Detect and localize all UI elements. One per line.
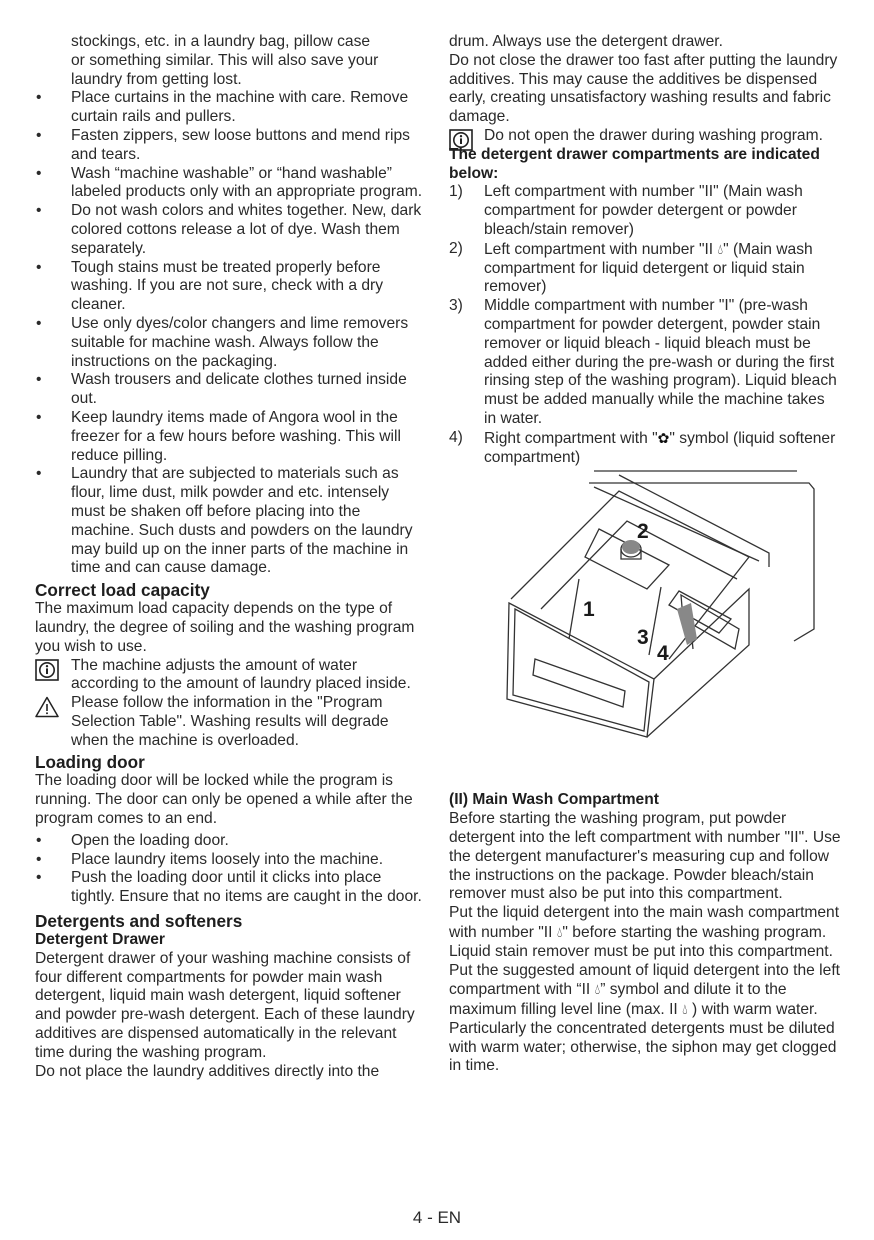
load-text: The maximum load capacity depends on the type of laundry, the degree of soiling and the washing program you wish to use. <box>35 600 415 655</box>
warning-icon <box>35 696 59 718</box>
compartments-heading: The detergent drawer compartments are indicated below: <box>449 145 820 182</box>
list-item: • Place curtains in the machine with care. Remove curtain rails and pullers. <box>35 89 427 127</box>
main-wash-heading: (II) Main Wash Compartment <box>449 791 659 809</box>
info-note: The machine adjusts the amount of water according to the amount of laundry placed inside. <box>35 657 427 695</box>
right-column <box>449 33 841 1076</box>
list-item: • Push the loading door until it clicks into place tightly. Ensure that no items are caught in the door. <box>35 869 427 907</box>
liquid-drop-icon: 💧︎ <box>717 240 724 257</box>
figure-label-2: 2 <box>637 520 649 544</box>
list-item: • Fasten zippers, sew loose buttons and mend rips and tears. <box>35 127 427 165</box>
list-item: 4) Right compartment with "✿" symbol (liquid softener compartment) <box>449 428 836 466</box>
warning-note: Please follow the information in the "Program Selection Table". Washing results will degrade when the machine is overloaded. <box>35 694 427 750</box>
liquid-drop-icon: 💧︎ <box>594 981 601 998</box>
detergent-warning-text: Do not place the laundry additives directly into the <box>35 1062 380 1080</box>
list-item: 1) Left compartment with number "II" (Main wash compartment for powder detergent or powder bleach/stain remover) <box>449 183 803 238</box>
info-icon <box>449 129 473 151</box>
liquid-detergent-text: Put the liquid detergent into the main wash compartment with number "II 💧︎" before starting the washing program. Liquid stain remover must be put into this compartment. <box>449 904 840 960</box>
list-item: • Laundry that are subjected to materials such as flour, lime dust, milk powder and etc. intensely must be shaken off before placing into the machine. Such dusts and powders on the laundry may build up on the inner parts of the machine in time and can cause damage. <box>35 465 427 578</box>
continued-text: drum. Always use the detergent drawer. <box>449 33 723 50</box>
main-wash-text: Before starting the washing program, put powder detergent into the left compartment with number "II". Use the detergent manufacturer's measuring cup and follow the instructions on the package. Powder bleach/stain remover must also be put into this compartment. <box>449 810 841 903</box>
detergent-drawer-illustration <box>449 469 841 787</box>
list-item: • Wash “machine washable” or “hand washable” labeled products only with an appropriate program. <box>35 165 427 203</box>
list-item: 2) Left compartment with number "II 💧︎" (Main wash compartment for liquid detergent or liquid stain remover) <box>449 239 813 296</box>
intro-text: stockings, etc. in a laundry bag, pillow case or something similar. This will also save your laundry from getting lost. <box>71 33 379 88</box>
door-text: The loading door will be locked while the program is running. The door can only be opened a while after the program comes to an end. <box>35 772 413 828</box>
liquid-drop-icon: 💧︎ <box>682 1001 688 1018</box>
page-number: 4 - EN <box>412 1208 462 1227</box>
door-steps-list <box>35 832 427 907</box>
section-heading-load: Correct load capacity <box>35 580 210 601</box>
laundry-tips-list <box>35 89 427 578</box>
section-heading-detergents: Detergents and softeners <box>35 911 243 932</box>
softener-flower-icon: ✿ <box>657 429 670 446</box>
section-heading-door: Loading door <box>35 752 145 773</box>
list-item: • Tough stains must be treated properly before washing. If you are not sure, check with a dry cleaner. <box>35 259 427 315</box>
suggested-amount-text: Put the suggested amount of liquid detergent into the left compartment with “II 💧︎” symbol and dilute it to the maximum filling level line (max. II 💧︎ ) with warm water. <box>449 961 840 1019</box>
compartments-list <box>449 183 841 467</box>
list-item: • Place laundry items loosely into the machine. <box>35 851 427 870</box>
figure-label-3: 3 <box>637 626 649 650</box>
close-drawer-text: Do not close the drawer too fast after putting the laundry additives. This may cause the additives be dispensed early, creating unsatisfactory washing results and fabric damage. <box>449 51 838 126</box>
info-icon <box>35 659 59 681</box>
liquid-drop-icon: 💧︎ <box>556 923 563 940</box>
figure-label-4: 4 <box>657 642 669 666</box>
list-item: • Keep laundry items made of Angora wool in the freezer for a few hours before washing. This will reduce pilling. <box>35 409 427 465</box>
figure-label-1: 1 <box>583 598 595 622</box>
list-item: • Do not wash colors and whites together. New, dark colored cottons release a lot of dye. Wash them separately. <box>35 202 427 258</box>
list-item: • Use only dyes/color changers and lime removers suitable for machine wash. Always follow the instructions on the packaging. <box>35 315 427 371</box>
list-item: 3) Middle compartment with number "I" (pre-wash compartment for powder detergent, powder stain remover or liquid bleach - liquid bleach must be added either during the pre-wash or during the first rinsing step of the washing program). Liquid bleach must be added manually while the machine takes in water. <box>449 297 837 427</box>
list-item: • Wash trousers and delicate clothes turned inside out. <box>35 371 427 409</box>
list-item: • Open the loading door. <box>35 832 427 851</box>
detergent-drawer-text: Detergent drawer of your washing machine consists of four different compartments for powder main wash detergent, liquid main wash detergent, liquid softener and powder pre-wash detergent. Each of these laundry additives are dispensed automatically in the relevant time during the washing program. <box>35 949 415 1061</box>
info-note-drawer: Do not open the drawer during washing program. <box>449 127 841 146</box>
subheading-detergent-drawer: Detergent Drawer <box>35 931 165 949</box>
concentrated-text: Particularly the concentrated detergents must be diluted with warm water; otherwise, the siphon may get clogged in time. <box>449 1019 837 1075</box>
left-column <box>35 33 427 1081</box>
